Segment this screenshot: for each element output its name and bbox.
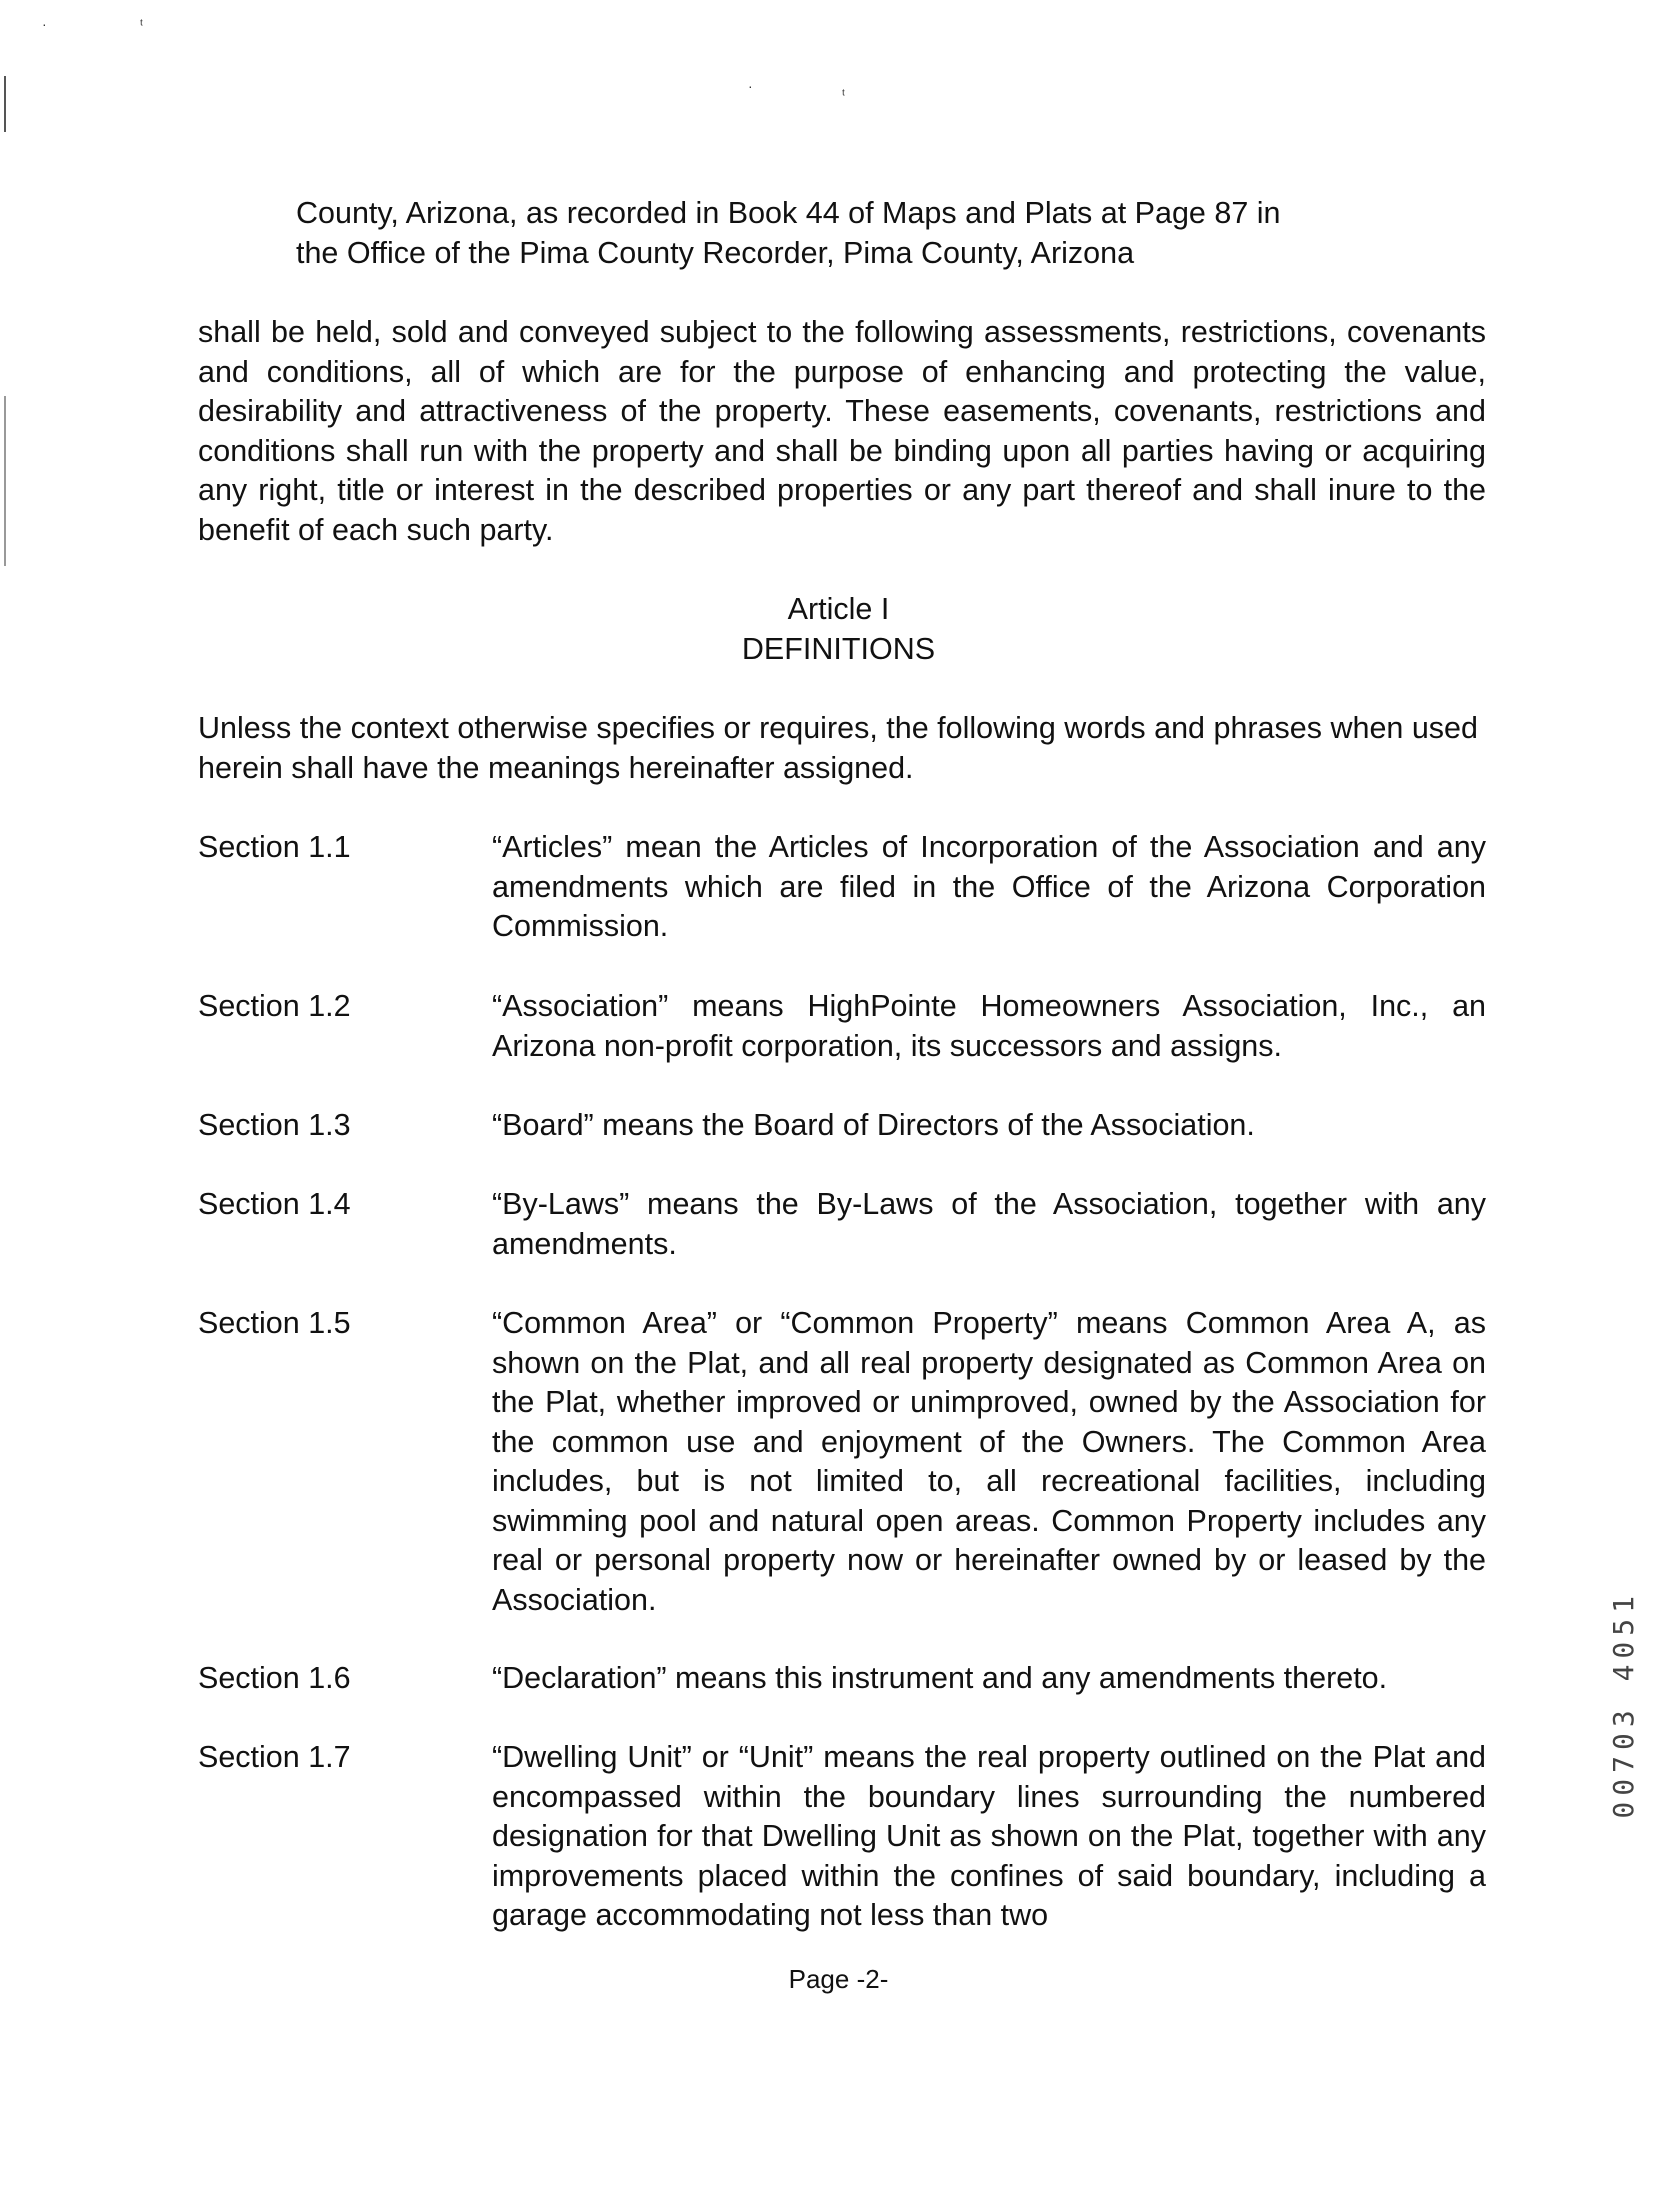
section-label: Section 1.6 [198,1661,351,1695]
section-text: “Association” means HighPointe Homeowners Association, Inc., an Arizona non-profit corporation, its successors and assigns. [492,989,1486,1063]
scan-mark: ᵗ [140,16,144,32]
section-text: “Board” means the Board of Directors of the Association. [492,1108,1255,1142]
article-title: DEFINITIONS [741,632,936,666]
section-label: Section 1.2 [198,989,351,1023]
margin-rule [4,76,6,132]
lead-text [296,194,1496,273]
scan-mark: · [42,16,47,32]
section-text: “Declaration” means this instrument and any amendments thereto. [492,1661,1388,1695]
section-label: Section 1.1 [198,830,351,864]
section-label: Section 1.4 [198,1187,351,1221]
section-label: Section 1.5 [198,1306,351,1340]
definitions-intro: Unless the context otherwise specifies or requires, the following words and phrases when used herein shall have the meanings hereinafter assigned. [198,711,1478,785]
lead-line: County, Arizona, as recorded in Book 44 of Maps and Plats at Page 87 in [296,196,1281,230]
section-text: “Dwelling Unit” or “Unit” means the real property outlined on the Plat and encompassed within the boundary lines surrounding the numbered designation for that Dwelling Unit as shown on the Plat, together with any improvements placed within the confines of said boundary, including a garage accommodating not less than two [492,1740,1486,1932]
section-text: “By-Laws” means the By-Laws of the Association, together with any amendments. [492,1187,1486,1261]
scan-mark: · [748,78,753,94]
scan-mark: ᵗ [842,86,846,102]
recording-stamp: 00703 4051 [1607,1590,1640,1819]
intro-paragraph: shall be held, sold and conveyed subject to the following assessments, restrictions, covenants and conditions, all of which are for the purpose of enhancing and protecting the value, desirability and attractiveness of the property. These easements, covenants, restrictions and conditions shall run with the property and shall be binding upon all parties having or acquiring any right, title or interest in the described properties or any part thereof and shall inure to the benefit of each such party. [198,315,1486,547]
section-text: “Common Area” or “Common Property” means Common Area A, as shown on the Plat, and all real property designated as Common Area on the Plat, whether improved or unimproved, owned by the Association for the common use and enjoyment of the Owners. The Common Area includes, but is not limited to, all recreational facilities, including swimming pool and natural open areas. Common Property includes any real or personal property now or hereinafter owned by or leased by the Association. [492,1306,1486,1617]
section-label: Section 1.7 [198,1740,351,1774]
margin-rule [4,396,6,566]
article-number: Article I [787,592,890,626]
section-text: “Articles” mean the Articles of Incorporation of the Association and any amendments which are filed in the Office of the Arizona Corporation Commission. [492,830,1486,943]
page-number: Page -2- [788,1964,889,1994]
lead-line: the Office of the Pima County Recorder, Pima County, Arizona [296,235,1135,270]
section-label: Section 1.3 [198,1108,351,1142]
